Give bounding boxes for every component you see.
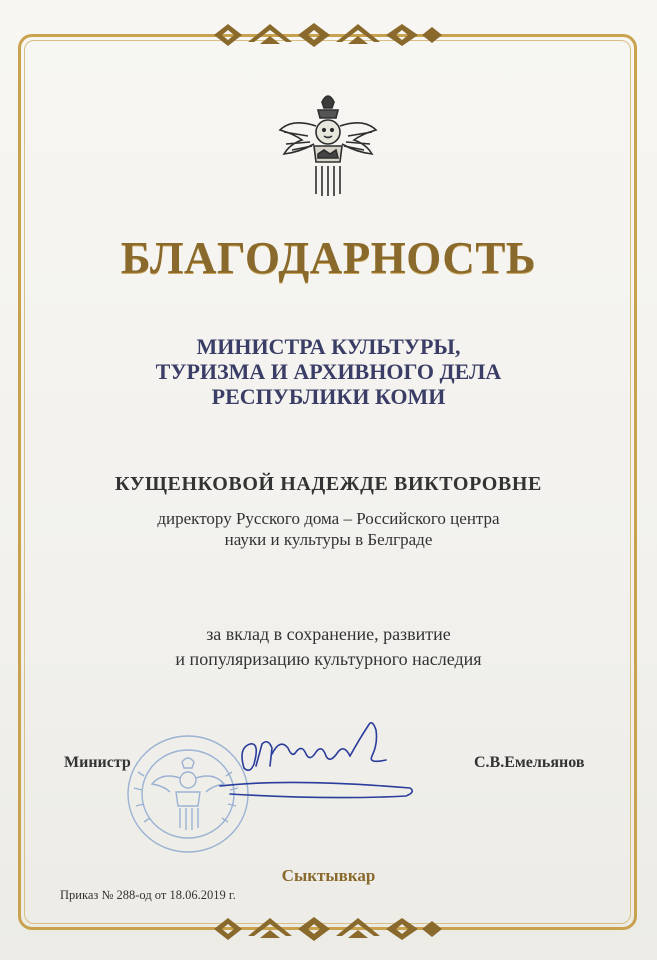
issuer-line-1: МИНИСТРА КУЛЬТУРЫ, (196, 334, 461, 359)
signer-title: Министр (64, 754, 131, 771)
recipient-name: КУЩЕНКОВОЙ НАДЕЖДЕ ВИКТОРОВНЕ (115, 473, 542, 495)
signer-name: С.В.Емельянов (474, 754, 585, 771)
position-line-1: директору Русского дома – Российского центра (157, 509, 500, 528)
komi-ornament-top-icon (212, 20, 445, 50)
position-line-2: науки и культуры в Белграде (224, 530, 433, 549)
issuer-line-3: РЕСПУБЛИКИ КОМИ (211, 384, 446, 409)
recipient-position (0, 508, 657, 550)
komi-bird-emblem-icon (272, 88, 384, 200)
issuer-block (0, 334, 657, 409)
signature-icon (210, 708, 430, 808)
issue-city: Сыктывкар (281, 866, 376, 885)
komi-ornament-bottom-icon (212, 914, 445, 944)
reason-line-1: за вклад в сохранение, развитие (206, 624, 451, 644)
order-reference: Приказ № 288-од от 18.06.2019 г. (60, 888, 236, 902)
reason-line-2: и популяризацию культурного наследия (175, 649, 482, 669)
award-reason (0, 622, 657, 672)
issuer-line-2: ТУРИЗМА И АРХИВНОГО ДЕЛА (155, 359, 502, 384)
document-title: БЛАГОДАРНОСТЬ (120, 233, 537, 283)
